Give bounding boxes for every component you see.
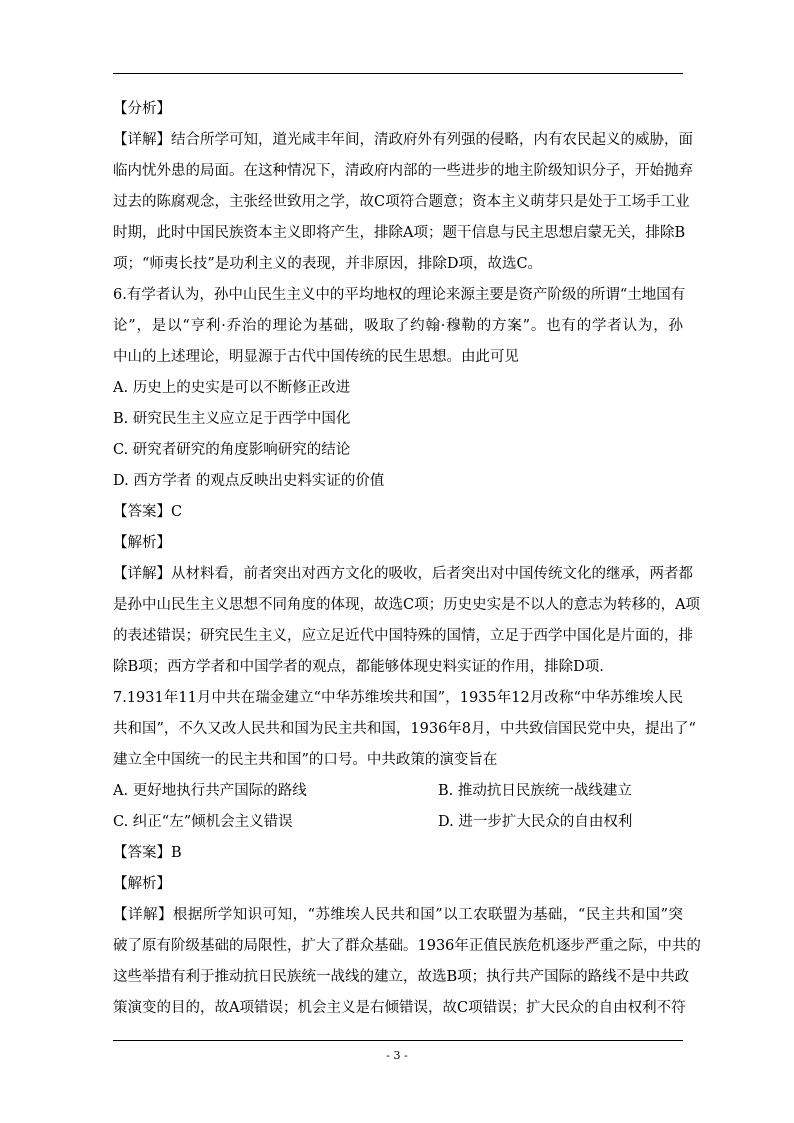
q5-explanation-line: 【详解】结合所学可知，道光咸丰年间，清政府外有列强的侵略，内有农民起义的威胁，面 xyxy=(113,132,693,148)
q7-explanation-line: 【详解】根据所学知识可知，“苏维埃人民共和国”以工农联盟为基础，“民主共和国”突 xyxy=(113,907,683,923)
q7-answer: 【答案】B xyxy=(113,845,182,861)
analysis-heading: 【分析】 xyxy=(113,101,171,117)
q7-option-b: B. 推动抗日民族统一战线建立 xyxy=(438,783,632,799)
q7-option-c: C. 纠正“左”倾机会主义错误 xyxy=(113,814,293,830)
q6-stem-line: 论”，是以“亨利·乔治的理论为基础，吸取了约翰·穆勒的方案”。也有的学者认为，孙 xyxy=(113,318,683,334)
footer-rule xyxy=(113,1040,683,1041)
q6-option-b: B. 研究民生主义应立足于西学中国化 xyxy=(113,411,351,427)
q6-option-a: A. 历史上的史实是可以不断修正改进 xyxy=(113,380,351,396)
q6-option-d: D. 西方学者 的观点反映出史料实证的价值 xyxy=(113,473,385,489)
q7-stem-line: 7.1931年11月中共在瑞金建立“中华苏维埃共和国”，1935年12月改称“中华苏维埃人民 xyxy=(113,690,683,706)
header-rule xyxy=(113,73,683,74)
q6-stem-line: 6.有学者认为，孙中山民生主义中的平均地权的理论来源主要是资产阶级的所谓“土地国有 xyxy=(113,287,686,303)
q7-explanation-line: 这些举措有利于推动抗日民族统一战线的建立，故选B项；执行共产国际的路线不是中共政 xyxy=(113,969,690,985)
q7-explanation-line: 策演变的目的，故A项错误；机会主义是右倾错误，故C项错误；扩大民众的自由权利不符 xyxy=(113,1000,686,1016)
q6-option-c: C. 研究者研究的角度影响研究的结论 xyxy=(113,442,351,458)
page-body xyxy=(113,94,701,1024)
q6-explanation-line: 的表述错误；研究民生主义，应立足近代中国特殊的国情，立足于西学中国化是片面的，排 xyxy=(113,628,693,644)
q5-explanation-line: 临内忧外患的局面。在这种情况下，清政府内部的一些进步的地主阶级知识分子，开始抛弃 xyxy=(113,163,693,179)
q7-analysis-heading: 【解析】 xyxy=(113,876,171,892)
q6-explanation-line: 除B项；西方学者和中国学者的观点，都能够体现史料实证的作用，排除D项. xyxy=(113,659,604,675)
q5-explanation-line: 项；“师夷长技”是功利主义的表现，并非原因，排除D项，故选C。 xyxy=(113,256,543,272)
q5-explanation-line: 过去的陈腐观念，主张经世致用之学，故C项符合题意；资本主义萌芽只是处于工场手工业 xyxy=(113,194,690,210)
q6-explanation-line: 【详解】从材料看，前者突出对西方文化的吸收，后者突出对中国传统文化的继承，两者都 xyxy=(113,566,693,582)
q7-option-d: D. 进一步扩大民众的自由权利 xyxy=(438,814,633,830)
q7-stem-line: 建立全中国统一的民主共和国”的口号。中共政策的演变旨在 xyxy=(113,752,498,768)
q6-answer: 【答案】C xyxy=(113,504,183,520)
q6-analysis-heading: 【解析】 xyxy=(113,535,171,551)
q6-stem-line: 中山的上述理论，明显源于古代中国传统的民生思想。由此可见 xyxy=(113,349,519,365)
q7-options-row-1 xyxy=(113,776,683,807)
q7-options-row-2 xyxy=(113,807,683,838)
page-number: - 3 - xyxy=(386,1049,408,1062)
q7-option-a: A. 更好地执行共产国际的路线 xyxy=(113,783,307,799)
q7-explanation-line: 破了原有阶级基础的局限性，扩大了群众基础。1936年正值民族危机逐步严重之际，中共的 xyxy=(113,938,701,954)
q7-stem-line: 共和国”，不久又改人民共和国为民主共和国，1936年8月，中共致信国民党中央，提出了“ xyxy=(113,721,696,737)
q6-explanation-line: 是孙中山民生主义思想不同角度的体现，故选C项；历史史实是不以人的意志为转移的，A项 xyxy=(113,597,701,613)
q5-explanation-line: 时期，此时中国民族资本主义即将产生，排除A项；题干信息与民主思想启蒙无关，排除B xyxy=(113,225,686,241)
